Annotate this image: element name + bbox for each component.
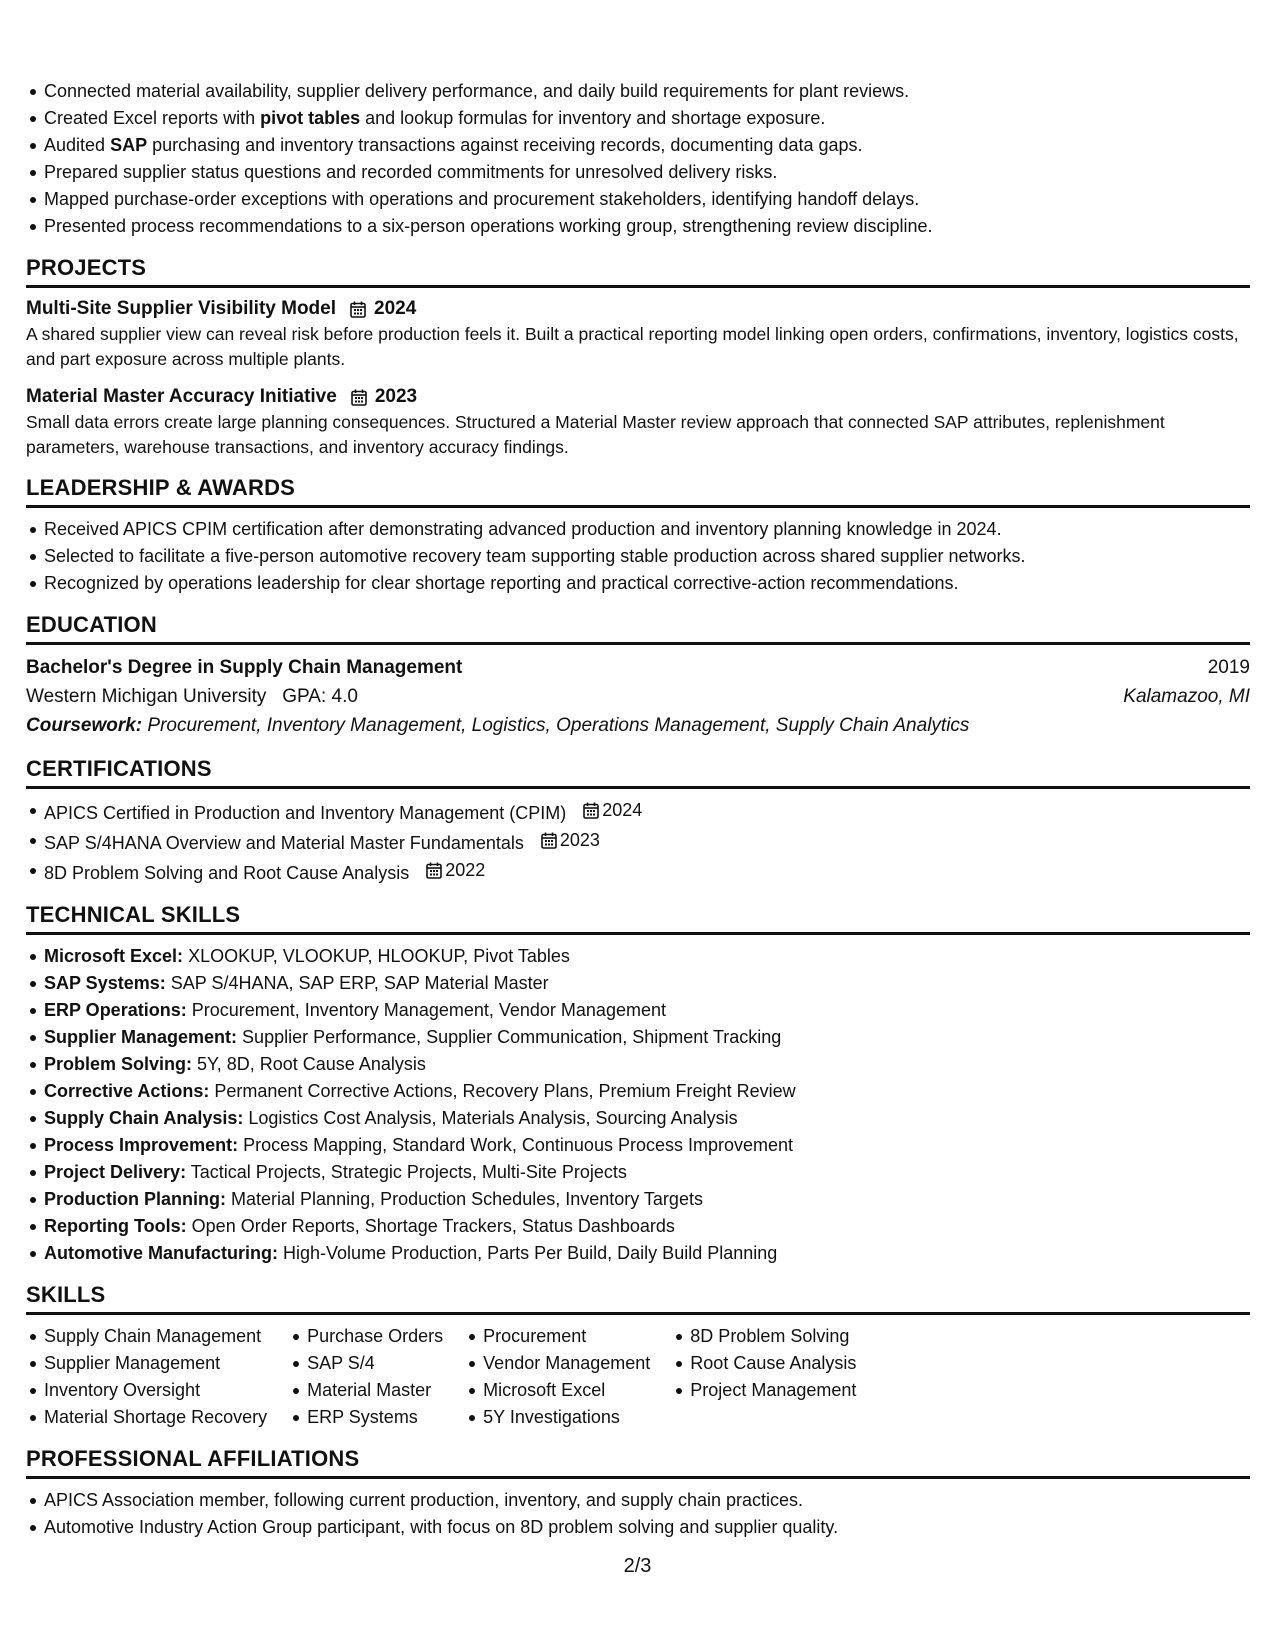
- skill-item: Procurement: [465, 1323, 650, 1350]
- coursework-label: Coursework:: [26, 715, 143, 736]
- graduation-year: 2019: [1207, 657, 1250, 678]
- experience-bullet: Audited SAP purchasing and inventory transactions against receiving records, documenting data gaps.: [26, 132, 1250, 159]
- project-year: 2023: [374, 386, 418, 407]
- degree: Bachelor's Degree in Supply Chain Management: [26, 657, 463, 678]
- technical-skill: Supply Chain Analysis: Logistics Cost Analysis, Materials Analysis, Sourcing Analysis: [26, 1105, 1250, 1132]
- certifications-title: CERTIFICATIONS: [26, 755, 1250, 789]
- calendar-icon: [350, 301, 366, 318]
- project-description: Small data errors create large planning consequences. Structured a Material Master review approach that connected SAP attributes, replenishment parameters, warehouse transactions, and inventory accuracy findings.: [26, 412, 1165, 457]
- leadership-title: LEADERSHIP & AWARDS: [26, 474, 1250, 508]
- leadership-item: Recognized by operations leadership for clear shortage reporting and practical corrective-action recommendations.: [26, 570, 1250, 597]
- skills-section: [26, 1281, 1250, 1431]
- skill-item: Purchase Orders: [289, 1323, 443, 1350]
- technical-skill: Project Delivery: Tactical Projects, Strategic Projects, Multi-Site Projects: [26, 1159, 1250, 1186]
- technical-skill: Reporting Tools: Open Order Reports, Shortage Trackers, Status Dashboards: [26, 1213, 1250, 1240]
- affiliations-section: [26, 1445, 1250, 1541]
- resume-page: [26, 78, 1250, 1541]
- affiliations-title: PROFESSIONAL AFFILIATIONS: [26, 1445, 1250, 1479]
- skill-item: Microsoft Excel: [465, 1377, 650, 1404]
- affiliation-item: APICS Association member, following current production, inventory, and supply chain practices.: [26, 1487, 1250, 1514]
- certification-year: 2022: [445, 860, 486, 880]
- project-name: Multi-Site Supplier Visibility Model: [26, 298, 337, 319]
- skill-item: Vendor Management: [465, 1350, 650, 1377]
- calendar-icon: [351, 389, 367, 406]
- coursework: [26, 711, 1250, 741]
- skill-item: ERP Systems: [289, 1404, 443, 1431]
- technical-skill: Process Improvement: Process Mapping, Standard Work, Continuous Process Improvement: [26, 1132, 1250, 1159]
- leadership-section: [26, 474, 1250, 597]
- project-item: [26, 296, 1250, 372]
- skills-column: [289, 1323, 443, 1431]
- skill-item: Material Shortage Recovery: [26, 1404, 267, 1431]
- experience-bullet: Prepared supplier status questions and recorded commitments for unresolved delivery risks.: [26, 159, 1250, 186]
- technical-skill: Problem Solving: 5Y, 8D, Root Cause Analysis: [26, 1051, 1250, 1078]
- technical-skill: Supplier Management: Supplier Performance, Supplier Communication, Shipment Tracking: [26, 1024, 1250, 1051]
- certification-item: [26, 797, 1250, 827]
- affiliation-item: Automotive Industry Action Group participant, with focus on 8D problem solving and supplier quality.: [26, 1514, 1250, 1541]
- certification-name: 8D Problem Solving and Root Cause Analysis: [44, 863, 410, 883]
- skill-item: Inventory Oversight: [26, 1377, 267, 1404]
- certifications-section: [26, 755, 1250, 887]
- skill-item: Project Management: [672, 1377, 856, 1404]
- skill-item: Root Cause Analysis: [672, 1350, 856, 1377]
- skills-column: [672, 1323, 856, 1431]
- skill-item: Supply Chain Management: [26, 1323, 267, 1350]
- certification-year: 2023: [559, 830, 600, 850]
- calendar-icon: [426, 862, 442, 879]
- certification-item: [26, 827, 1250, 857]
- experience-bullets: [26, 78, 1250, 240]
- technical-skills-section: [26, 901, 1250, 1267]
- technical-skill: Corrective Actions: Permanent Corrective Actions, Recovery Plans, Premium Freight Review: [26, 1078, 1250, 1105]
- skills-title: SKILLS: [26, 1281, 1250, 1315]
- education-section: [26, 611, 1250, 741]
- certification-year: 2024: [602, 800, 643, 820]
- skill-item: 8D Problem Solving: [672, 1323, 856, 1350]
- experience-bullet: Mapped purchase-order exceptions with operations and procurement stakeholders, identifying handoff delays.: [26, 186, 1250, 213]
- gpa: GPA: 4.0: [282, 686, 358, 707]
- calendar-icon: [541, 832, 557, 849]
- education-title: EDUCATION: [26, 611, 1250, 645]
- project-item: [26, 384, 1250, 460]
- technical-skill: Production Planning: Material Planning, Production Schedules, Inventory Targets: [26, 1186, 1250, 1213]
- leadership-item: Selected to facilitate a five-person automotive recovery team supporting stable production across shared supplier networks.: [26, 543, 1250, 570]
- skills-column: [26, 1323, 267, 1431]
- experience-bullet: Presented process recommendations to a six-person operations working group, strengthening review discipline.: [26, 213, 1250, 240]
- technical-skill: ERP Operations: Procurement, Inventory Management, Vendor Management: [26, 997, 1250, 1024]
- leadership-item: Received APICS CPIM certification after demonstrating advanced production and inventory planning knowledge in 2024.: [26, 516, 1250, 543]
- technical-skills-title: TECHNICAL SKILLS: [26, 901, 1250, 935]
- skills-column: [465, 1323, 650, 1431]
- certification-item: [26, 857, 1250, 887]
- skill-item: 5Y Investigations: [465, 1404, 650, 1431]
- certification-name: APICS Certified in Production and Inventory Management (CPIM): [44, 803, 567, 823]
- page-number: 2/3: [623, 1555, 652, 1577]
- project-name: Material Master Accuracy Initiative: [26, 386, 337, 407]
- technical-skill: SAP Systems: SAP S/4HANA, SAP ERP, SAP Material Master: [26, 970, 1250, 997]
- experience-bullet: Created Excel reports with pivot tables and lookup formulas for inventory and shortage exposure.: [26, 105, 1250, 132]
- projects-title: PROJECTS: [26, 254, 1250, 288]
- school-name: Western Michigan University: [26, 686, 267, 707]
- coursework-list: Procurement, Inventory Management, Logistics, Operations Management, Supply Chain Analytics: [147, 715, 970, 736]
- certification-name: SAP S/4HANA Overview and Material Master Fundamentals: [44, 833, 524, 853]
- school-location: Kalamazoo, MI: [1123, 686, 1250, 707]
- skill-item: Supplier Management: [26, 1350, 267, 1377]
- project-year: 2024: [374, 298, 417, 319]
- technical-skill: Automotive Manufacturing: High-Volume Production, Parts Per Build, Daily Build Planning: [26, 1240, 1250, 1267]
- calendar-icon: [583, 802, 599, 819]
- skill-item: Material Master: [289, 1377, 443, 1404]
- experience-bullet: Connected material availability, supplier delivery performance, and daily build requirements for plant reviews.: [26, 78, 1250, 105]
- projects-section: [26, 254, 1250, 460]
- skill-item: SAP S/4: [289, 1350, 443, 1377]
- project-description: A shared supplier view can reveal risk before production feels it. Built a practical reporting model linking open orders, confirmations, inventory, logistics costs, and part exposure across multiple plants.: [26, 324, 1239, 369]
- technical-skill: Microsoft Excel: XLOOKUP, VLOOKUP, HLOOKUP, Pivot Tables: [26, 943, 1250, 970]
